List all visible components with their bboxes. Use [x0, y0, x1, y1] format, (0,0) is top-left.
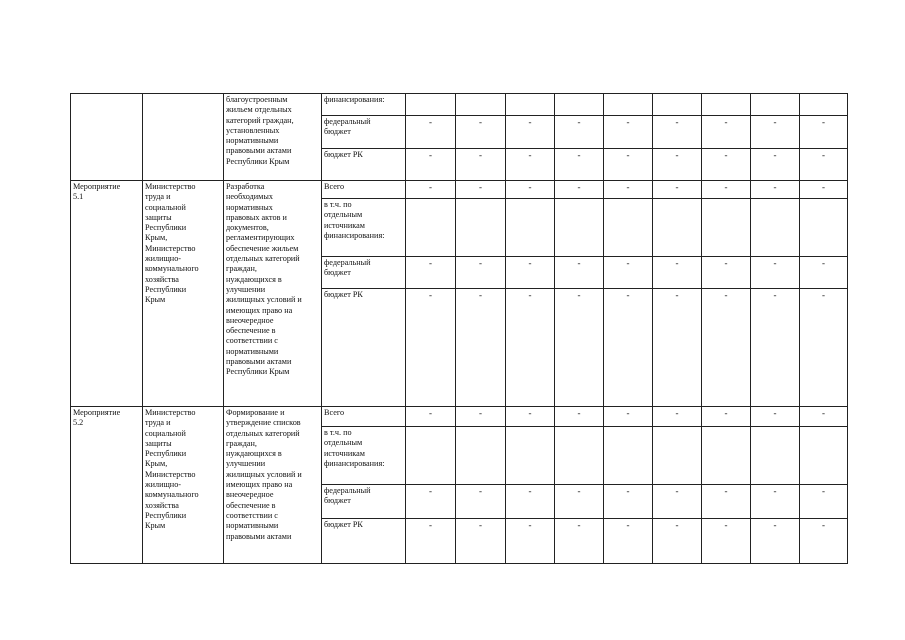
- table-row: [71, 407, 848, 427]
- funding-source-cell: в т.ч. по отдельным источникам финансирования:: [322, 427, 406, 485]
- value-cell: -: [702, 519, 751, 564]
- value-cell: -: [555, 116, 604, 149]
- value-cell: -: [604, 149, 653, 181]
- value-cell: -: [653, 407, 702, 427]
- value-cell: -: [555, 149, 604, 181]
- value-cell: -: [456, 485, 506, 519]
- value-cell: -: [653, 485, 702, 519]
- funding-source-cell: Всего: [322, 407, 406, 427]
- value-cell: -: [751, 407, 800, 427]
- value-cell: [604, 94, 653, 116]
- value-cell: [653, 94, 702, 116]
- value-cell: -: [800, 407, 848, 427]
- event-name-cell: Мероприятие 5.1: [71, 181, 143, 407]
- value-cell: -: [751, 116, 800, 149]
- value-cell: [702, 427, 751, 485]
- value-cell: -: [506, 485, 555, 519]
- value-cell: [555, 199, 604, 257]
- value-cell: -: [406, 407, 456, 427]
- value-cell: -: [456, 116, 506, 149]
- value-cell: [555, 427, 604, 485]
- funding-source-cell: финансирования:: [322, 94, 406, 116]
- value-cell: -: [653, 519, 702, 564]
- event-name-cell: Мероприятие 5.2: [71, 407, 143, 564]
- value-cell: -: [456, 181, 506, 199]
- table-row: [71, 181, 848, 199]
- funding-source-cell: бюджет РК: [322, 149, 406, 181]
- description-cell: Формирование и утверждение списков отдельных категорий граждан, нуждающихся в улучшении жилищных условий и имеющих право на внеочередное обеспечение в соответствии с нормативными правовыми актами: [224, 407, 322, 564]
- funding-source-cell: бюджет РК: [322, 289, 406, 407]
- value-cell: -: [506, 257, 555, 289]
- funding-source-cell: бюджет РК: [322, 519, 406, 564]
- funding-source-cell: федеральный бюджет: [322, 485, 406, 519]
- funding-source-cell: Всего: [322, 181, 406, 199]
- value-cell: [456, 199, 506, 257]
- value-cell: -: [604, 407, 653, 427]
- description-cell: Разработка необходимых нормативных правовых актов и документов, регламентирующих обеспечение жильем отдельных категорий граждан, нуждающихся в улучшении жилищных условий и имеющих право на внеочередное обеспечение в соответствии с нормативными правовыми актами Республики Крым: [224, 181, 322, 407]
- value-cell: -: [653, 289, 702, 407]
- executor-cell: [143, 94, 224, 181]
- value-cell: -: [751, 149, 800, 181]
- value-cell: [406, 427, 456, 485]
- value-cell: -: [406, 257, 456, 289]
- value-cell: -: [506, 519, 555, 564]
- value-cell: -: [406, 485, 456, 519]
- value-cell: -: [555, 485, 604, 519]
- value-cell: -: [555, 257, 604, 289]
- value-cell: -: [604, 257, 653, 289]
- financing-table: [70, 93, 848, 564]
- value-cell: [456, 427, 506, 485]
- funding-source-cell: в т.ч. по отдельным источникам финансирования:: [322, 199, 406, 257]
- value-cell: [555, 94, 604, 116]
- value-cell: -: [800, 116, 848, 149]
- value-cell: -: [702, 485, 751, 519]
- value-cell: -: [456, 519, 506, 564]
- value-cell: -: [456, 407, 506, 427]
- value-cell: [406, 199, 456, 257]
- value-cell: -: [702, 181, 751, 199]
- funding-source-cell: федеральный бюджет: [322, 116, 406, 149]
- value-cell: [800, 199, 848, 257]
- value-cell: -: [555, 407, 604, 427]
- value-cell: -: [604, 519, 653, 564]
- value-cell: -: [800, 181, 848, 199]
- value-cell: -: [506, 181, 555, 199]
- value-cell: -: [751, 257, 800, 289]
- value-cell: [506, 427, 555, 485]
- value-cell: [653, 199, 702, 257]
- value-cell: -: [751, 485, 800, 519]
- value-cell: [800, 94, 848, 116]
- value-cell: -: [800, 485, 848, 519]
- value-cell: -: [406, 519, 456, 564]
- value-cell: -: [800, 289, 848, 407]
- value-cell: [751, 427, 800, 485]
- value-cell: [506, 94, 555, 116]
- value-cell: [751, 199, 800, 257]
- value-cell: -: [751, 519, 800, 564]
- value-cell: -: [653, 116, 702, 149]
- value-cell: -: [406, 289, 456, 407]
- value-cell: -: [653, 257, 702, 289]
- value-cell: [751, 94, 800, 116]
- value-cell: -: [702, 149, 751, 181]
- value-cell: [800, 427, 848, 485]
- value-cell: -: [555, 181, 604, 199]
- value-cell: -: [506, 407, 555, 427]
- value-cell: -: [751, 181, 800, 199]
- value-cell: -: [604, 289, 653, 407]
- value-cell: -: [751, 289, 800, 407]
- value-cell: -: [653, 149, 702, 181]
- table-row: [71, 94, 848, 116]
- value-cell: -: [506, 116, 555, 149]
- value-cell: -: [406, 116, 456, 149]
- table-body: [71, 94, 848, 564]
- value-cell: -: [702, 289, 751, 407]
- event-name-cell: [71, 94, 143, 181]
- value-cell: -: [800, 519, 848, 564]
- value-cell: [406, 94, 456, 116]
- value-cell: -: [702, 116, 751, 149]
- value-cell: -: [800, 257, 848, 289]
- value-cell: -: [406, 149, 456, 181]
- value-cell: -: [800, 149, 848, 181]
- value-cell: -: [506, 289, 555, 407]
- value-cell: -: [456, 289, 506, 407]
- value-cell: [653, 427, 702, 485]
- value-cell: -: [604, 485, 653, 519]
- value-cell: [456, 94, 506, 116]
- value-cell: -: [506, 149, 555, 181]
- funding-source-cell: федеральный бюджет: [322, 257, 406, 289]
- value-cell: [506, 199, 555, 257]
- value-cell: -: [604, 181, 653, 199]
- value-cell: -: [456, 257, 506, 289]
- value-cell: [702, 94, 751, 116]
- value-cell: -: [702, 257, 751, 289]
- value-cell: [604, 199, 653, 257]
- executor-cell: Министерство труда и социальной защиты Республики Крым, Министерство жилищно- коммунального хозяйства Республики Крым: [143, 181, 224, 407]
- value-cell: -: [555, 289, 604, 407]
- description-cell: благоустроенным жильем отдельных категорий граждан, установленных нормативными правовыми актами Республики Крым: [224, 94, 322, 181]
- value-cell: [604, 427, 653, 485]
- value-cell: -: [456, 149, 506, 181]
- value-cell: -: [406, 181, 456, 199]
- value-cell: -: [555, 519, 604, 564]
- value-cell: [702, 199, 751, 257]
- executor-cell: Министерство труда и социальной защиты Республики Крым, Министерство жилищно- коммунального хозяйства Республики Крым: [143, 407, 224, 564]
- value-cell: -: [702, 407, 751, 427]
- value-cell: -: [604, 116, 653, 149]
- value-cell: -: [653, 181, 702, 199]
